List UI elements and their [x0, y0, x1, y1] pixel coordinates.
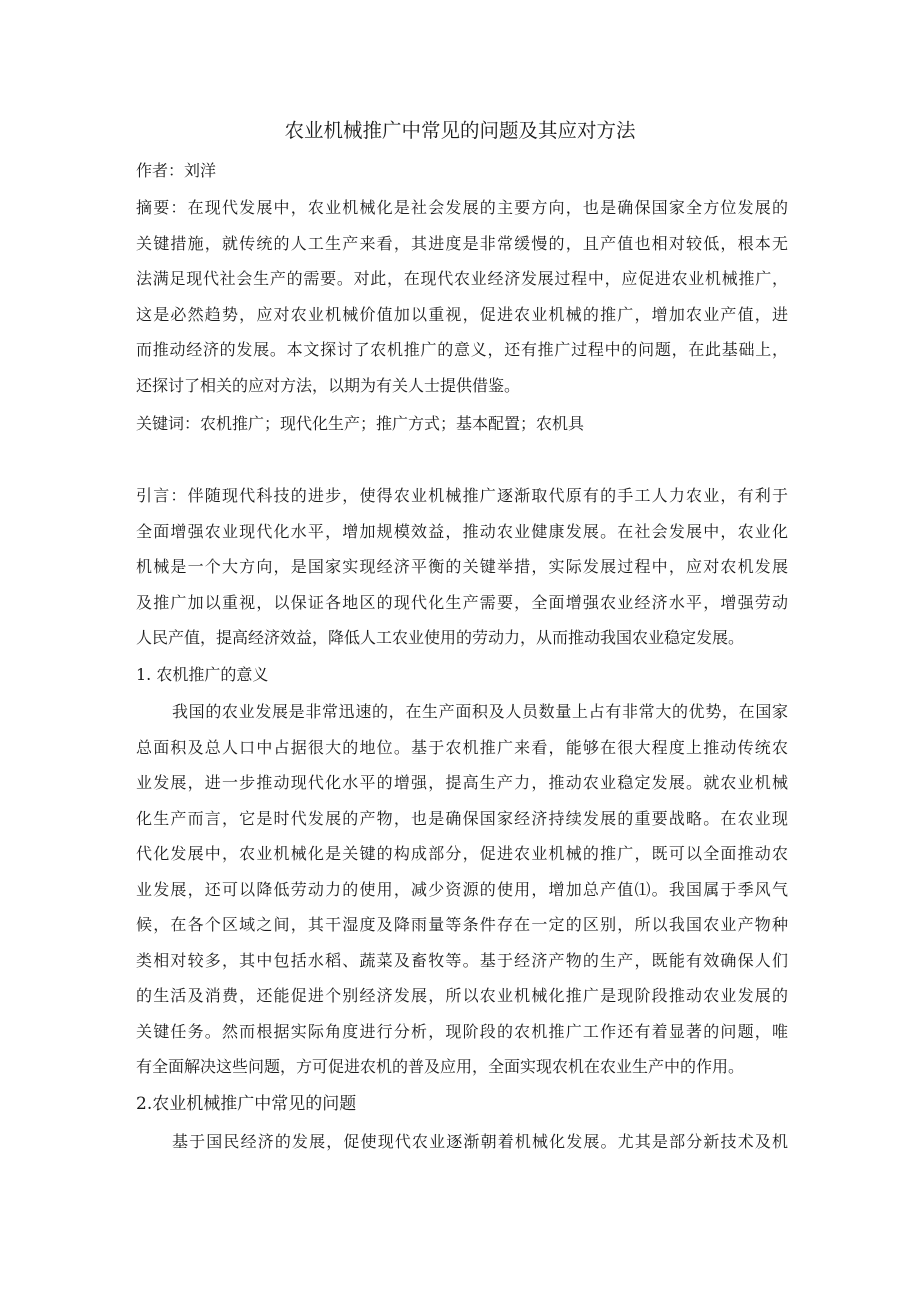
section-1-line: 我国的农业发展是非常迅速的，在生产面积及人员数量上占有非常大的优势，在国家	[172, 702, 788, 721]
section-1-heading: 1. 农机推广的意义	[136, 665, 269, 684]
section-1-line: 候，在各个区域之间，其干湿度及降雨量等条件存在一定的区别，所以我国农业产物种	[136, 915, 788, 934]
section-1-line: 业发展，还可以降低劳动力的使用，减少资源的使用，增加总产值⑴。我国属于季风气	[136, 880, 788, 899]
section-1-line: 代化发展中，农业机械化是关键的构成部分，促进农业机械的推广，既可以全面推动农	[136, 844, 788, 863]
section-1-line: 有全面解决这些问题，方可促进农机的普及应用，全面实现农机在农业生产中的作用。	[136, 1057, 745, 1076]
abstract-line: 法满足现代社会生产的需要。对此，在现代农业经济发展过程中，应促进农业机械推广，	[136, 269, 788, 288]
section-2-line: 基于国民经济的发展，促使现代农业逐渐朝着机械化发展。尤其是部分新技术及机	[172, 1132, 788, 1151]
intro-line: 机械是一个大方向，是国家实现经济平衡的关键举措，实际发展过程中，应对农机发展	[136, 557, 788, 576]
section-1-line: 的生活及消费，还能促进个别经济发展，所以农业机械化推广是现阶段推动农业发展的	[136, 986, 788, 1005]
abstract-line: 而推动经济的发展。本文探讨了农机推广的意义，还有推广过程中的问题，在此基础上，	[136, 340, 788, 359]
author-line: 作者：刘洋	[136, 161, 217, 180]
section-1-line: 总面积及总人口中占据很大的地位。基于农机推广来看，能够在很大程度上推动传统农	[136, 738, 788, 757]
document-title: 农业机械推广中常见的问题及其应对方法	[284, 119, 636, 142]
section-2-heading: 2.农业机械推广中常见的问题	[136, 1094, 357, 1114]
intro-line: 全面增强农业现代化水平，增加规模效益，推动农业健康发展。在社会发展中，农业化	[136, 522, 788, 541]
abstract-line: 摘要：在现代发展中，农业机械化是社会发展的主要方向，也是确保国家全方位发展的	[136, 198, 788, 217]
section-1-line: 关键任务。然而根据实际角度进行分析，现阶段的农机推广工作还有着显著的问题，唯	[136, 1022, 788, 1041]
section-1-line: 类相对较多，其中包括水稻、蔬菜及畜牧等。基于经济产物的生产，既能有效确保人们	[136, 951, 788, 970]
abstract-line: 还探讨了相关的应对方法，以期为有关人士提供借鉴。	[136, 376, 521, 395]
intro-line: 引言：伴随现代科技的进步，使得农业机械推广逐渐取代原有的手工人力农业，有利于	[136, 486, 788, 505]
abstract-line: 关键措施，就传统的人工生产来看，其进度是非常缓慢的，且产值也相对较低，根本无	[136, 234, 788, 253]
keywords-line: 关键词：农机推广；现代化生产；推广方式；基本配置；农机具	[136, 414, 585, 433]
section-1-line: 业发展，进一步推动现代化水平的增强，提高生产力，推动农业稳定发展。就农业机械	[136, 773, 788, 792]
intro-line: 人民产值，提高经济效益，降低人工农业使用的劳动力，从而推动我国农业稳定发展。	[136, 628, 745, 647]
section-1-line: 化生产而言，它是时代发展的产物，也是确保国家经济持续发展的重要战略。在农业现	[136, 809, 788, 828]
abstract-line: 这是必然趋势，应对农业机械价值加以重视，促进农业机械的推广，增加农业产值，进	[136, 305, 788, 324]
intro-line: 及推广加以重视，以保证各地区的现代化生产需要，全面增强农业经济水平，增强劳动	[136, 593, 788, 612]
